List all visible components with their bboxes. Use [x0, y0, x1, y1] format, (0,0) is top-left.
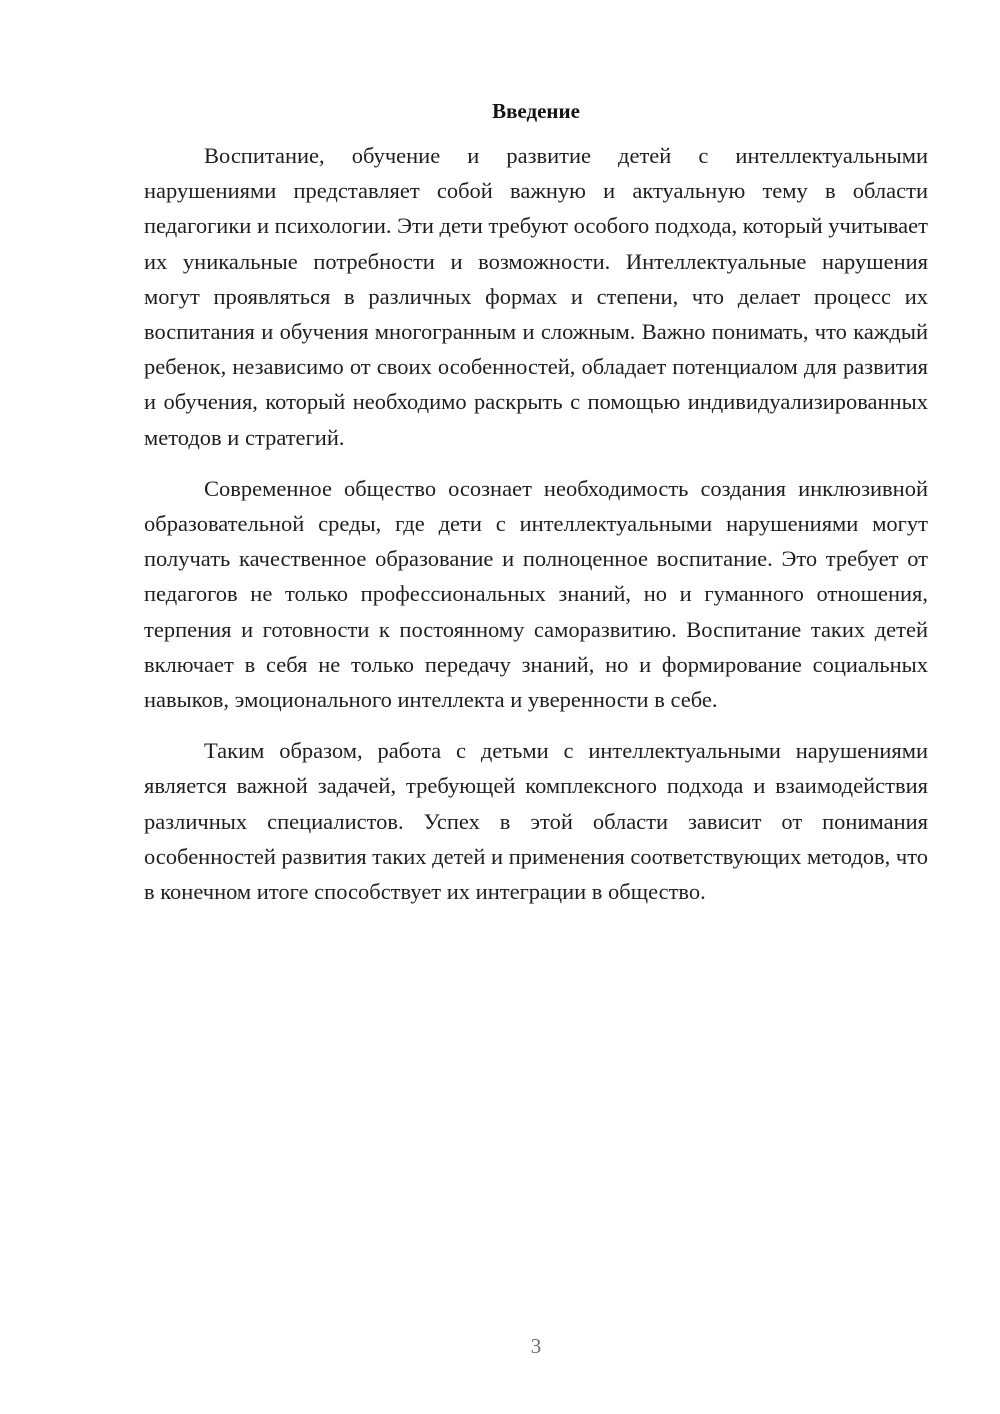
paragraph-3: Таким образом, работа с детьми с интеллектуальными нарушениями является важной задачей, требующей комплексного подхода и взаимодействия различных специалистов. Успех в этой области зависит от понимания особенностей развития таких детей и применения соответствующих методов, что в конечном итоге способствует их интеграции в общество. [144, 738, 928, 905]
section-title: Введение [492, 99, 580, 123]
page-number: 3 [530, 1334, 542, 1358]
paragraph-2: Современное общество осознает необходимость создания инклюзивной образовательной среды, где дети с интеллектуальными нарушениями могут получать качественное образование и полноценное воспитание. Это требует от педагогов не только профессиональных знаний, но и гуманного отношения, терпения и готовности к постоянному саморазвитию. Воспитание таких детей включает в себя не только передачу знаний, но и формирование социальных навыков, эмоционального интеллекта и уверенности в себе. [144, 475, 928, 713]
page-body [144, 96, 928, 925]
paragraph-1: Воспитание, обучение и развитие детей с интеллектуальными нарушениями представляет собой важную и актуальную тему в области педагогики и психологии. Эти дети требуют особого подхода, который учитывает их уникальные потребности и возможности. Интеллектуальные нарушения могут проявляться в различных формах и степени, что делает процесс их воспитания и обучения многогранным и сложным. Важно понимать, что каждый ребенок, независимо от своих особенностей, обладает потенциалом для развития и обучения, который необходимо раскрыть с помощью индивидуализированных методов и стратегий. [144, 143, 928, 450]
